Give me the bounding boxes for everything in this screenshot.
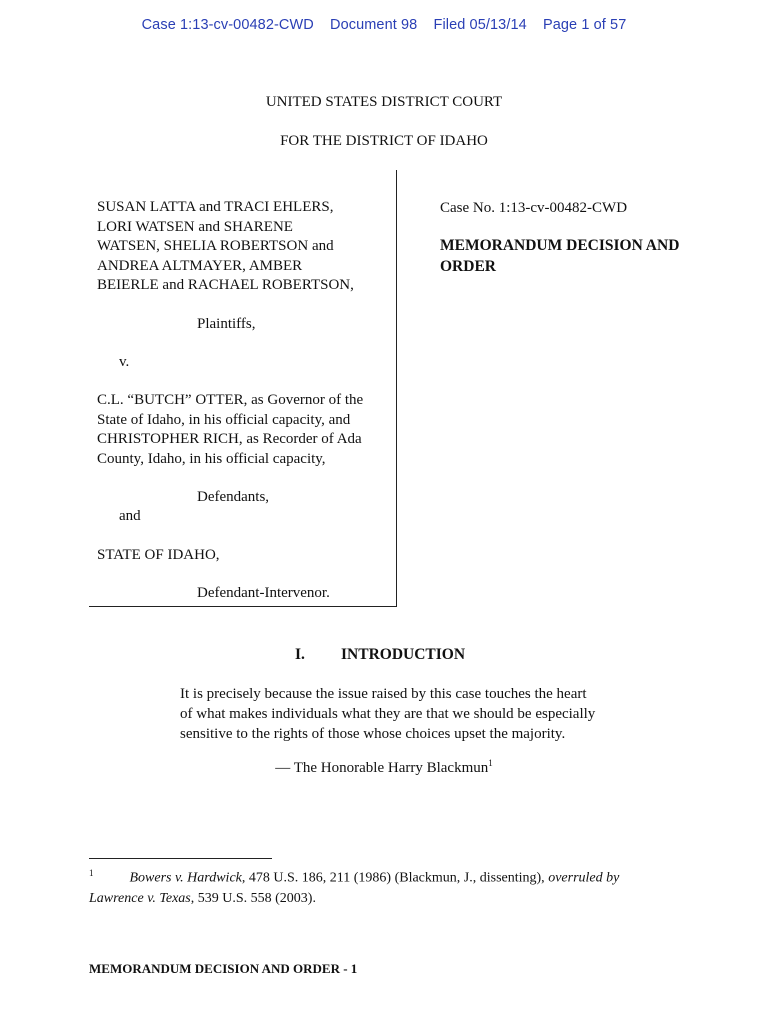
- footnote-mark: 1: [89, 868, 94, 878]
- plaintiffs-line: ANDREA ALTMAYER, AMBER: [97, 257, 303, 274]
- document-title-line: MEMORANDUM DECISION AND: [440, 237, 680, 254]
- attribution-text: — The Honorable Harry Blackmun: [275, 760, 489, 776]
- defendants-line: State of Idaho, in his official capacity, and: [97, 411, 351, 428]
- section-title: INTRODUCTION: [341, 646, 466, 663]
- pacer-header-stamp: [0, 17, 768, 33]
- header-document-number: Document 98: [330, 17, 418, 33]
- quote-line: sensitive to the rights of those whose choices upset the majority.: [180, 726, 566, 742]
- footnote-cite-2: , 539 U.S. 558 (2003).: [190, 890, 316, 906]
- document-title: [440, 236, 730, 277]
- footnote-case-2: Lawrence v. Texas: [89, 890, 191, 906]
- document-title-line: ORDER: [440, 257, 496, 275]
- page-footer: MEMORANDUM DECISION AND ORDER - 1: [89, 961, 358, 976]
- quote-attribution: [0, 760, 768, 777]
- case-number: Case No. 1:13-cv-00482-CWD: [440, 200, 628, 216]
- defendants-line: CHRISTOPHER RICH, as Recorder of Ada: [97, 431, 362, 447]
- plaintiffs-line: LORI WATSEN and SHARENE: [97, 218, 293, 235]
- plaintiffs-names: [97, 198, 397, 296]
- footnote-case-1: Bowers v. Hardwick: [129, 870, 242, 886]
- footnote-cite-1: , 478 U.S. 186, 211 (1986) (Blackmun, J., dissenting),: [241, 870, 549, 886]
- intervenor-role: Defendant-Intervenor.: [197, 585, 330, 601]
- defendants-line: C.L. “BUTCH” OTTER, as Governor of the: [97, 392, 364, 408]
- footnote-reference[interactable]: 1: [488, 758, 493, 768]
- quote-line: of what makes individuals what they are that we should be especially: [180, 706, 596, 722]
- footnote-separator: [89, 858, 272, 859]
- plaintiffs-line: BEIERLE and RACHAEL ROBERTSON,: [97, 277, 354, 293]
- court-name: UNITED STATES DISTRICT COURT: [265, 94, 503, 110]
- header-page-count: Page 1 of 57: [542, 17, 627, 33]
- footnote-signal: overruled by: [548, 870, 620, 886]
- caption-horizontal-rule: [89, 606, 397, 607]
- court-district: FOR THE DISTRICT OF IDAHO: [280, 133, 488, 149]
- defendants-role: Defendants,: [197, 489, 270, 505]
- quote-line: It is precisely because the issue raised by this case touches the heart: [180, 686, 587, 702]
- header-case-number: Case 1:13-cv-00482-CWD: [141, 17, 314, 33]
- header-filed-date: Filed 05/13/14: [433, 17, 527, 33]
- defendants-names: [97, 391, 397, 469]
- plaintiffs-line: WATSEN, SHELIA ROBERTSON and: [97, 238, 334, 254]
- epigraph-quote: [180, 684, 650, 744]
- versus: v.: [119, 354, 130, 370]
- defendants-line: County, Idaho, in his official capacity,: [97, 450, 326, 467]
- plaintiffs-line: SUSAN LATTA and TRACI EHLERS,: [97, 199, 334, 215]
- and-connector: and: [119, 508, 141, 524]
- footnote: [89, 863, 689, 909]
- section-number: I.: [295, 646, 305, 663]
- intervenor-name: STATE OF IDAHO,: [97, 547, 220, 563]
- plaintiffs-role: Plaintiffs,: [197, 316, 256, 332]
